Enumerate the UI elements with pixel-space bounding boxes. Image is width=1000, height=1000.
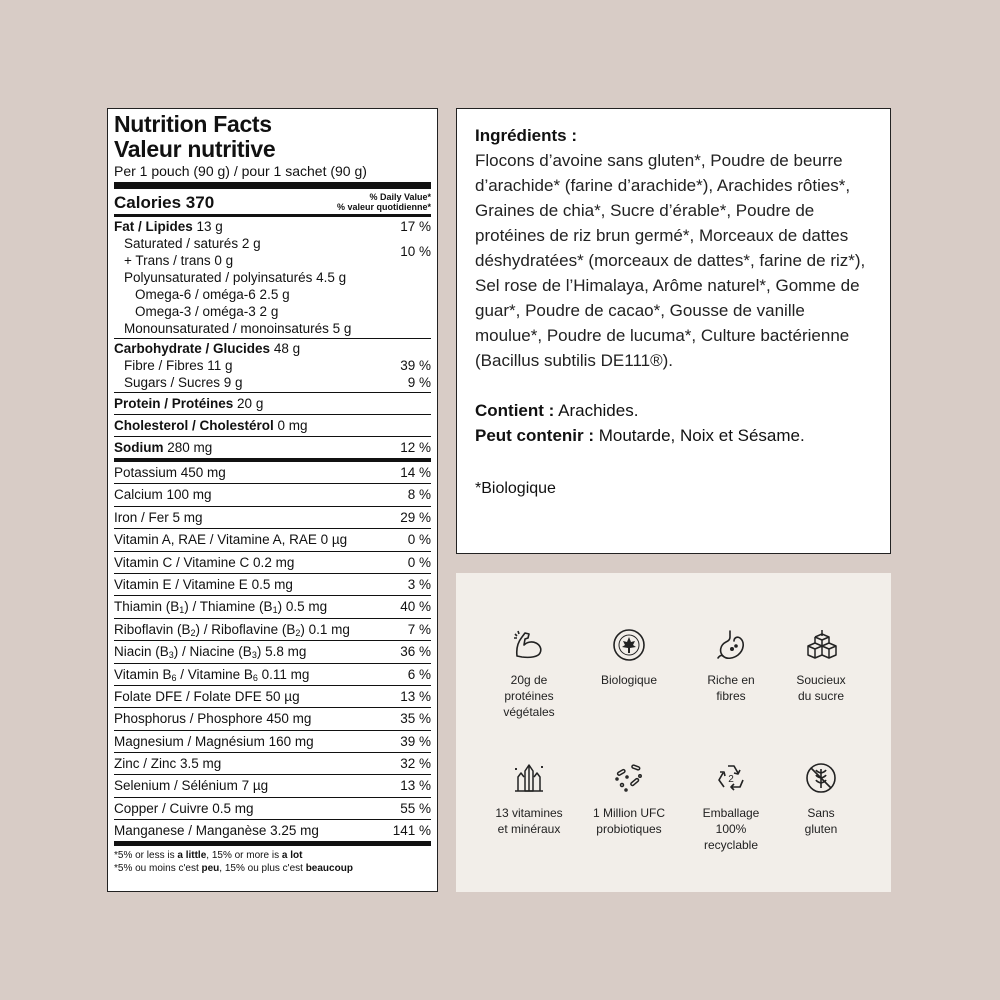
- mineral-pct: 55 %: [400, 800, 431, 816]
- mineral-text: Vitamin A, RAE / Vitamine A, RAE 0 µg: [114, 532, 348, 548]
- svg-text:2: 2: [728, 774, 734, 785]
- daily-value-header: [337, 192, 431, 214]
- sodium-label: Sodium: [114, 440, 164, 455]
- saturated-row: Saturated / saturés 2 g: [124, 236, 261, 251]
- badge-protein: [484, 628, 574, 720]
- mineral-text: Phosphorus / Phosphore 450 mg: [114, 711, 312, 727]
- daily-value-fr: % valeur quotidienne*: [336, 202, 431, 212]
- fibre-text: Fibre / Fibres 11 g: [124, 358, 233, 373]
- badge-label: 1 Million UFC probiotiques: [592, 806, 665, 836]
- cholesterol-row: [114, 415, 431, 437]
- daily-value-en: % Daily Value*: [369, 192, 431, 202]
- nutrition-title-en: Nutrition Facts: [114, 111, 272, 137]
- mineral-pct: 32 %: [400, 756, 431, 772]
- carb-block: [114, 339, 431, 393]
- crystals-icon: [512, 761, 546, 795]
- fat-label: Fat / Lipides: [114, 219, 193, 234]
- recycle-icon: [714, 761, 748, 795]
- omega3-row: Omega-3 / oméga-3 2 g: [135, 304, 279, 319]
- mineral-pct: 141 %: [392, 823, 431, 839]
- mineral-row-thiamin: [114, 596, 431, 618]
- mineral-text: Zinc / Zinc 3.5 mg: [114, 756, 222, 772]
- mineral-pct: 0 %: [407, 554, 431, 570]
- nutrition-title-fr: Valeur nutritive: [114, 136, 276, 162]
- trans-row: + Trans / trans 0 g: [124, 253, 234, 268]
- cholesterol-amount: 0 mg: [277, 418, 308, 433]
- ingredients-title: Ingrédients :: [475, 126, 578, 145]
- serving-size: Per 1 pouch (90 g) / pour 1 sachet (90 g): [114, 162, 431, 189]
- mineral-text: Vitamin $B_6$ / Vitamine $B_6$ 0.11 mg: [114, 666, 310, 683]
- carb-label: Carbohydrate / Glucides: [114, 341, 271, 356]
- footnote-fr: *5% ou moins c'est peu, 15% ou plus c'est beaucoup: [114, 863, 353, 875]
- allergen-info: [475, 398, 872, 448]
- mineral-pct: 13 %: [400, 778, 431, 794]
- sugars-row: [114, 374, 431, 391]
- mineral-text: Vitamin C / Vitamine C 0.2 mg: [114, 554, 295, 570]
- badge-label: 13 vitamines et minéraux: [495, 806, 563, 836]
- mineral-row-vitamin-e: [114, 574, 431, 596]
- mineral-pct: 14 %: [400, 465, 431, 480]
- contains-value: Arachides.: [554, 401, 639, 420]
- may-contain-value: Moutarde, Noix et Sésame.: [594, 426, 805, 445]
- mineral-text: Selenium / Sélénium 7 µg: [114, 778, 269, 794]
- mineral-row-copper: [114, 798, 431, 820]
- mineral-row-niacin: [114, 641, 431, 663]
- mineral-text: Calcium 100 mg: [114, 487, 212, 503]
- fat-block: [114, 217, 431, 339]
- sodium-pct: 12 %: [400, 440, 431, 455]
- sugars-text: Sugars / Sucres 9 g: [124, 375, 243, 390]
- mineral-pct: 13 %: [400, 688, 431, 704]
- badge-probiotics: [584, 761, 674, 837]
- flexed-arm-icon: [512, 628, 546, 662]
- mineral-text: Potassium 450 mg: [114, 465, 226, 480]
- probiotics-icon: [612, 761, 646, 795]
- mineral-text: Copper / Cuivre 0.5 mg: [114, 800, 254, 816]
- mineral-pct: 0 %: [407, 532, 431, 548]
- nutrition-facts-panel: [107, 108, 438, 892]
- mineral-pct: 8 %: [407, 487, 431, 503]
- sugars-pct: 9 %: [407, 375, 431, 390]
- omega6-row: Omega-6 / oméga-6 2.5 g: [135, 287, 290, 302]
- mineral-pct: 29 %: [400, 509, 431, 525]
- mineral-text: Manganese / Manganèse 3.25 mg: [114, 823, 319, 839]
- badge-label: Riche en fibres: [707, 673, 755, 703]
- sodium-amount: 280 mg: [167, 440, 213, 455]
- may-contain-row: [475, 423, 872, 448]
- carb-amount: 48 g: [273, 341, 301, 356]
- mineral-row-calcium: [114, 484, 431, 506]
- mineral-text: Riboflavin $(B_2)$ / Riboflavine $(B_2)$ 0.1 mg: [114, 621, 350, 638]
- footnote: [114, 846, 431, 875]
- ingredients-text: Flocons d’avoine sans gluten*, Poudre de beurre d’arachide* (farine d’arachide*), Arachides rôties*, Graines de chia*, Sucre d’érable*, Poudre de protéines de riz brun germé*, Morceaux de dattes déshydratées* (morceaux de dattes*, farine de riz*), Sel rose de l’Himalaya, Arôme naturel*, Gomme de guar*, Poudre de cacao*, Gousse de vanille moulue*, Poudre de lucuma*, Culture bactérienne (Bacillus subtilis DE111®).: [475, 151, 866, 370]
- badges-panel: [456, 573, 891, 892]
- fat-amount: 13 g: [196, 219, 223, 234]
- fibre-row: [114, 357, 431, 374]
- badge-organic: [584, 628, 674, 688]
- sat-trans-pct: 10 %: [400, 244, 431, 259]
- mineral-pct: 7 %: [407, 621, 431, 637]
- ingredients-panel: [456, 108, 891, 554]
- calories-label: Calories 370: [114, 193, 215, 212]
- fat-pct: 17 %: [400, 219, 431, 234]
- mineral-pct: 35 %: [400, 711, 431, 727]
- badge-recyclable: [686, 761, 776, 853]
- protein-row: [114, 393, 431, 415]
- fibre-pct: 39 %: [400, 358, 431, 373]
- contains-label: Contient :: [475, 401, 555, 420]
- mineral-row-riboflavin: [114, 619, 431, 641]
- organic-seal-icon: [612, 628, 646, 662]
- badge-sugar: [776, 628, 866, 704]
- mono-row: Monounsaturated / monoinsaturés 5 g: [124, 321, 352, 336]
- mineral-pct: 36 %: [400, 644, 431, 660]
- mineral-row-vitamin-a: [114, 529, 431, 551]
- mineral-pct: 39 %: [400, 733, 431, 749]
- mineral-row-iron: [114, 507, 431, 529]
- fat-row: [114, 218, 431, 235]
- badge-label: Emballage 100% recyclable: [702, 806, 760, 852]
- mineral-row-vitamin-b6: [114, 664, 431, 686]
- organic-note: *Biologique: [475, 480, 556, 497]
- mineral-text: Folate DFE / Folate DFE 50 µg: [114, 688, 300, 704]
- mineral-row-manganese: [114, 820, 431, 846]
- calories-row: [114, 189, 431, 217]
- mineral-pct: 40 %: [400, 599, 431, 615]
- mineral-pct: 6 %: [407, 666, 431, 682]
- badge-label: Sans gluten: [804, 806, 838, 836]
- cholesterol-label: Cholesterol / Cholestérol: [114, 418, 274, 433]
- poly-row: Polyunsaturated / polyinsaturés 4.5 g: [124, 270, 347, 285]
- stomach-icon: [714, 628, 748, 662]
- sodium-row: [114, 437, 431, 462]
- contains-row: [475, 398, 872, 423]
- badge-gluten-free: [776, 761, 866, 837]
- carb-row: [114, 340, 431, 357]
- mineral-row-zinc: [114, 753, 431, 775]
- protein-amount: 20 g: [237, 396, 264, 411]
- mineral-row-folate: [114, 686, 431, 708]
- protein-label: Protein / Protéines: [114, 396, 234, 411]
- mineral-text: Iron / Fer 5 mg: [114, 509, 203, 525]
- mineral-text: Niacin $(B_3)$ / Niacine $(B_3)$ 5.8 mg: [114, 644, 307, 661]
- sugar-cubes-icon: [804, 628, 838, 662]
- mineral-text: Magnesium / Magnésium 160 mg: [114, 733, 314, 749]
- gluten-free-icon: [804, 761, 838, 795]
- badge-label: Biologique: [600, 673, 658, 687]
- mineral-row-phosphorus: [114, 708, 431, 730]
- badge-label: 20g de protéines végétales: [503, 673, 555, 719]
- mineral-text: Thiamin $(B_1)$ / Thiamine $(B_1)$ 0.5 mg: [114, 599, 328, 616]
- mineral-pct: 3 %: [407, 576, 431, 592]
- badge-label: Soucieux du sucre: [796, 673, 846, 703]
- footnote-en: *5% or less is a little, 15% or more is a lot: [114, 850, 303, 862]
- may-contain-label: Peut contenir :: [475, 426, 595, 445]
- mineral-row-vitamin-c: [114, 552, 431, 574]
- mineral-row-selenium: [114, 775, 431, 797]
- mineral-text: Vitamin E / Vitamine E 0.5 mg: [114, 576, 293, 592]
- badge-vitamins: [484, 761, 574, 837]
- badge-fibre: [686, 628, 776, 704]
- mineral-row-potassium: [114, 462, 431, 484]
- mineral-row-magnesium: [114, 731, 431, 753]
